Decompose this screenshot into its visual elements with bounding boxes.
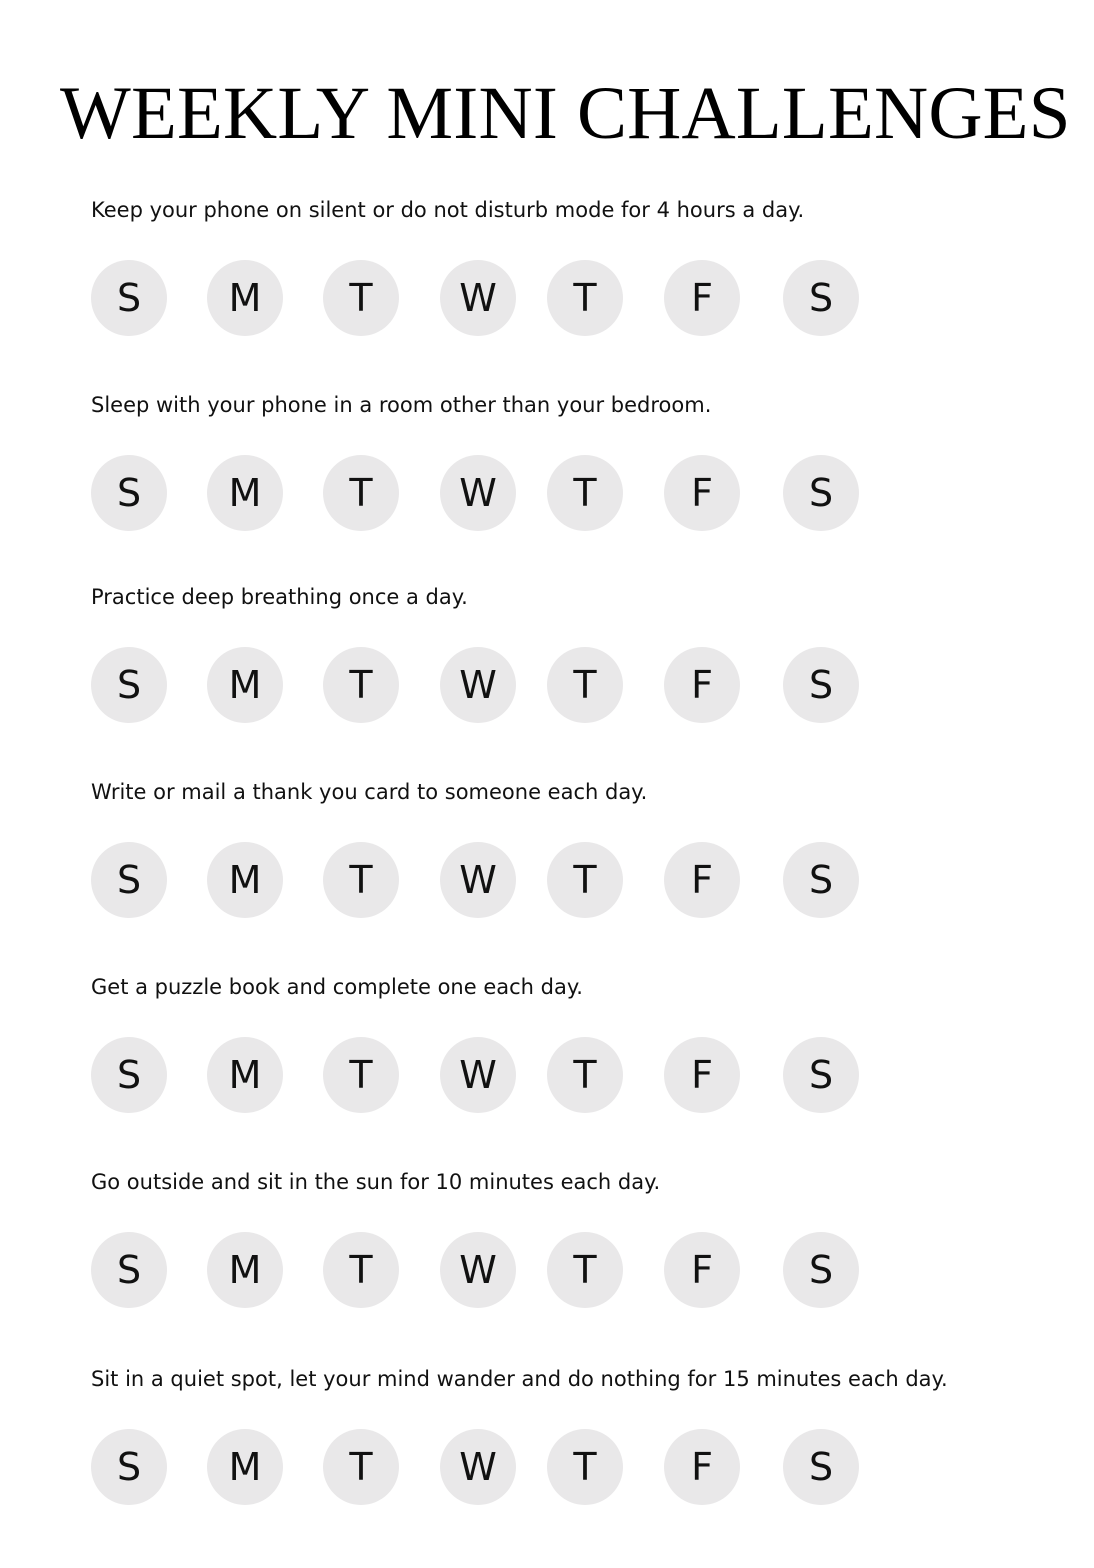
day-circle-friday[interactable]: F	[664, 647, 740, 723]
day-circle-monday[interactable]: M	[207, 842, 283, 918]
day-circle-thursday[interactable]: T	[547, 455, 623, 531]
challenge-text: Practice deep breathing once a day.	[91, 585, 468, 609]
day-circle-saturday[interactable]: S	[783, 260, 859, 336]
challenge-text: Sit in a quiet spot, let your mind wander and do nothing for 15 minutes each day.	[91, 1367, 948, 1391]
day-circle-wednesday[interactable]: W	[440, 1037, 516, 1113]
day-circle-tuesday[interactable]: T	[323, 842, 399, 918]
day-circle-saturday[interactable]: S	[783, 1429, 859, 1505]
day-circle-tuesday[interactable]: T	[323, 1232, 399, 1308]
day-circle-saturday[interactable]: S	[783, 455, 859, 531]
day-circle-wednesday[interactable]: W	[440, 647, 516, 723]
day-tracker-row	[0, 842, 1094, 918]
day-circle-wednesday[interactable]: W	[440, 455, 516, 531]
day-circle-saturday[interactable]: S	[783, 647, 859, 723]
day-circle-thursday[interactable]: T	[547, 260, 623, 336]
challenge-text: Keep your phone on silent or do not disturb mode for 4 hours a day.	[91, 198, 805, 222]
day-circle-tuesday[interactable]: T	[323, 260, 399, 336]
challenge-block	[0, 777, 1094, 937]
day-circle-monday[interactable]: M	[207, 647, 283, 723]
challenge-text: Get a puzzle book and complete one each day.	[91, 975, 583, 999]
day-circle-tuesday[interactable]: T	[323, 1037, 399, 1113]
day-circle-thursday[interactable]: T	[547, 1037, 623, 1113]
day-tracker-row	[0, 260, 1094, 336]
day-circle-wednesday[interactable]: W	[440, 842, 516, 918]
day-circle-tuesday[interactable]: T	[323, 1429, 399, 1505]
day-circle-sunday[interactable]: S	[91, 1037, 167, 1113]
day-circle-thursday[interactable]: T	[547, 842, 623, 918]
challenge-block	[0, 1167, 1094, 1327]
challenge-block	[0, 195, 1094, 355]
day-circle-saturday[interactable]: S	[783, 1232, 859, 1308]
day-circle-wednesday[interactable]: W	[440, 1232, 516, 1308]
day-circle-monday[interactable]: M	[207, 1037, 283, 1113]
challenge-block	[0, 1364, 1094, 1524]
page-title: WEEKLY MINI CHALLENGES	[60, 72, 1071, 155]
day-circle-wednesday[interactable]: W	[440, 1429, 516, 1505]
day-circle-sunday[interactable]: S	[91, 1429, 167, 1505]
day-circle-monday[interactable]: M	[207, 260, 283, 336]
challenge-block	[0, 390, 1094, 550]
challenge-text: Sleep with your phone in a room other than your bedroom.	[91, 393, 712, 417]
day-circle-tuesday[interactable]: T	[323, 455, 399, 531]
day-circle-saturday[interactable]: S	[783, 1037, 859, 1113]
day-circle-thursday[interactable]: T	[547, 1429, 623, 1505]
day-circle-friday[interactable]: F	[664, 1037, 740, 1113]
challenge-text: Write or mail a thank you card to someone each day.	[91, 780, 648, 804]
day-circle-sunday[interactable]: S	[91, 260, 167, 336]
challenge-text: Go outside and sit in the sun for 10 minutes each day.	[91, 1170, 661, 1194]
day-circle-monday[interactable]: M	[207, 455, 283, 531]
challenge-block	[0, 972, 1094, 1132]
day-circle-friday[interactable]: F	[664, 260, 740, 336]
challenge-block	[0, 582, 1094, 742]
day-circle-monday[interactable]: M	[207, 1232, 283, 1308]
day-circle-thursday[interactable]: T	[547, 1232, 623, 1308]
day-circle-thursday[interactable]: T	[547, 647, 623, 723]
day-circle-monday[interactable]: M	[207, 1429, 283, 1505]
day-circle-friday[interactable]: F	[664, 455, 740, 531]
day-circle-sunday[interactable]: S	[91, 455, 167, 531]
day-tracker-row	[0, 1429, 1094, 1505]
day-circle-wednesday[interactable]: W	[440, 260, 516, 336]
day-circle-sunday[interactable]: S	[91, 842, 167, 918]
day-tracker-row	[0, 455, 1094, 531]
day-circle-sunday[interactable]: S	[91, 647, 167, 723]
day-tracker-row	[0, 1037, 1094, 1113]
day-circle-sunday[interactable]: S	[91, 1232, 167, 1308]
day-circle-friday[interactable]: F	[664, 842, 740, 918]
day-circle-friday[interactable]: F	[664, 1429, 740, 1505]
day-circle-friday[interactable]: F	[664, 1232, 740, 1308]
day-circle-saturday[interactable]: S	[783, 842, 859, 918]
day-tracker-row	[0, 647, 1094, 723]
day-tracker-row	[0, 1232, 1094, 1308]
day-circle-tuesday[interactable]: T	[323, 647, 399, 723]
